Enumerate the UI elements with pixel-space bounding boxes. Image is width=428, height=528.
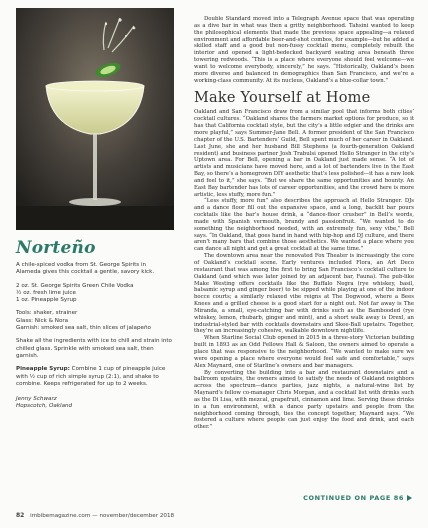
article-body [194, 16, 414, 431]
page-footer [16, 512, 174, 519]
article-paragraph: By converting the building into a bar and restaurant downstairs and a ballroom upstairs, the owners aimed to satisfy the needs of Oakland neighbors across the spectrum—dance parties, jazz nights, a natural-wine list by Maynard’s fellow co-manager Chris Morgan, and a cocktail list with drinks such as the Di Lisa, with mezcal, grapefruit, cinnamon and lime. Serving these drinks in a fun environment, with a dance party upstairs and people from the neighborhood coming through, ties the concept together, Maynard says. “We fostered a culture where people can just enjoy the food and drink, and each other.” [194, 369, 414, 431]
page-number: 82 [16, 512, 25, 519]
recipe-credit [16, 396, 172, 411]
recipe-intro: A chile-spiced vodka from St. George Spirits in Alameda gives this cocktail a gentle, savory kick. [16, 262, 155, 276]
recipe-author: Jenny Schwarz [16, 396, 57, 403]
triangle-right-icon [407, 495, 412, 501]
cocktail-glass-illustration [16, 8, 174, 230]
masthead-url: imbibemagazine.com — november/december 2018 [30, 513, 175, 519]
recipe-method: Shake all the ingredients with ice to chill and strain into chilled glass. Sprinkle with smoked sea salt, then garnish. [16, 338, 172, 359]
syrup-text: Combine 1 cup of pineapple juice with ½ cup of rich simple syrup (2:1), and shake to combine. Keeps refrigerated for up to 2 weeks. [16, 366, 166, 387]
article-paragraph: Oakland and San Francisco draw from a similar pool that informs both cities’ cocktail cultures. “Oakland shares the farmers market options for produce, so it has that California cocktail style, but the city’s a little edgier and the drinks are more playful,” says Summer-Jane Bell. A former president of the San Francisco chapter of the U.S. Bartenders’ Guild, Bell spent much of her career in Oakland. Last June, she and her husband Bill Stephens (a fourth-generation Oakland resident) and business partner Josh Trabulsi opened Hello Stranger in the city’s Uptown area. For Bell, opening a bar in Oakland just made sense. “A lot of artists and musicians have moved here, and a lot of bartenders live in the East Bay, so there’s a homegrown DIY aesthetic that’s less polished—it has a raw look and feel to it,” she says. “But we share the same opportunities and bounty. An East Bay bartender has lots of career opportunities, and the crowd here is more artistic, less stuffy, more fun.” [194, 109, 414, 198]
recipe-tools: Tools: shaker, strainer Glass: Nick & Nora Garnish: smoked sea salt, thin slices of jalapeño [16, 310, 151, 332]
article-paragraph: Double Standard moved into a Telegraph Avenue space that was operating as a dive bar in what was then a gritty neighborhood. Tahsini wanted to keep the philosophical elements that made the previous space appealing—a relaxed environment and affordable beer-and-shot combos, for example—but he added a skilled staff and a good but non-fussy cocktail menu, completely rebuilt the interior and opened a light-bedecked backyard seating area beneath three towering redwoods. “This is a place where everyone should feel welcome—we want to welcome everybody, sincerely,” he says. “Historically, Oakland’s been more diverse and balanced in demographics than San Francisco, and we’re a working-class community. At its nucleus, Oakland’s a blue-collar town.” [194, 16, 414, 84]
article-paragraph: When Starline Social Club opened in 2015 in a three-story Victorian building built in 1893 as an Odd Fellows Hall & Saloon, the owners aimed to operate a place that was responsive to the neighborhood. “We wanted to make sure we were opening a place where everyone would feel safe and comfortable,” says Alex Maynard, one of Starline’s owners and bar managers. [194, 335, 414, 369]
recipe-title: Norteño [16, 238, 96, 258]
recipe-ingredients: 2 oz. St. George Spirits Green Chile Vodka ½ oz. fresh lime juice 1 oz. Pineapple Syrup [16, 282, 134, 304]
recipe-sidebar [16, 238, 172, 417]
recipe-venue: Hopscotch, Oakland [16, 403, 73, 410]
article-paragraph: “Less stuffy, more fun” also describes the approach at Hello Stranger. DJs and a dance floor fill out the expansive space, and a long, backlit bar pours cocktails like the bar’s house drink, a “dance-floor crusher” in Bell’s words, made with Spanish vermouth, brandy and passionfruit. “We wanted to do something the neighborhood needed, with an extremely fun, sexy vibe,” Bell says. “In Oakland, that goes hand in hand with hip-hop and DJ culture, and there aren’t many bars that combine those aesthetics. We wanted a place where you can dance all night and get a great cocktail at the same time.” [194, 198, 414, 253]
recipe-syrup [16, 366, 172, 388]
continued-link[interactable] [303, 494, 412, 502]
syrup-label: Pineapple Syrup: [16, 366, 70, 373]
continued-label: CONTINUED ON PAGE 86 [303, 494, 404, 502]
article-paragraph: The downtown area near the renovated Fox Theater is increasingly the core of Oakland’s cocktail scene. Early ventures included Flora, an Art Deco restaurant that was among the first to bring San Francisco’s cocktail culture to Oakland (and which was later joined by an adjacent bar, Fauna). The pub-like Make Westing offers cocktails like the Buffalo Negra (rye whiskey, basil, balsamic syrup and ginger beer) to be sipped while playing at one of the indoor bocce courts; a similarly relaxed vibe reigns at The Dogwood, where a Bees Knees and a grilled cheese is a good start for a night out. Not far away is The Miranda, a small, eye-catching bar with drinks such as the Bambooded (rye whiskey, lemon, rhubarb, ginger and mint), and a short walk away is Drexl, an industrial-styled bar with cocktails downstairs and Skee-Ball upstairs. Together, they’re an increasingly cohesive, walkable downtown nightlife. [194, 253, 414, 335]
section-heading: Make Yourself at Home [194, 90, 371, 107]
cocktail-photo [16, 8, 174, 230]
